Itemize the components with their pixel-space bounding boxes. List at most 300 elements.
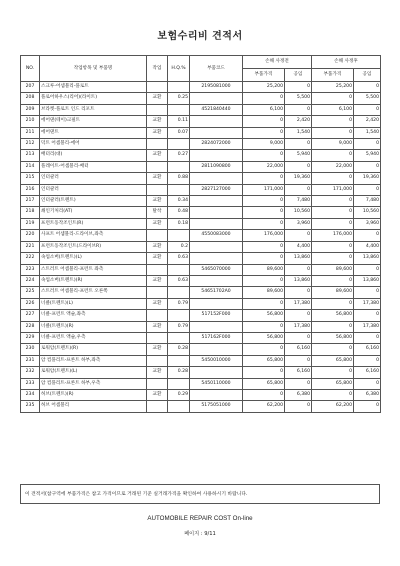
row-item-name: 너클(트렌트)(R)	[40, 321, 147, 332]
row-action: 교환	[147, 275, 168, 286]
row-action: 교환	[147, 389, 168, 400]
row-pre-part-price: 0	[243, 196, 285, 207]
table-row	[21, 275, 381, 286]
row-no: 219	[21, 218, 40, 229]
row-pre-labor: 10,560	[285, 207, 312, 218]
table-row	[21, 355, 381, 366]
table-row	[21, 378, 381, 389]
row-item-name: 배터리(대)	[40, 150, 147, 161]
row-hq: 0.88	[168, 173, 190, 184]
row-no: 211	[21, 127, 40, 138]
table-row	[21, 401, 381, 412]
row-post-part-price: 0	[312, 127, 354, 138]
row-hq	[168, 355, 190, 366]
row-pre-labor: 0	[285, 332, 312, 343]
row-no: 216	[21, 184, 40, 195]
row-part-code	[190, 367, 243, 378]
table-row	[21, 298, 381, 309]
row-item-name: 암 컴플리트-프론트 하부,우측	[40, 378, 147, 389]
row-post-labor: 0	[354, 287, 381, 298]
header-pre-assessment: 손해 사정전	[243, 56, 312, 69]
row-hq: 0.63	[168, 253, 190, 264]
row-post-labor: 2,420	[354, 116, 381, 127]
row-no: 232	[21, 367, 40, 378]
row-part-code	[190, 253, 243, 264]
table-row	[21, 127, 381, 138]
row-pre-labor: 0	[285, 355, 312, 366]
row-post-part-price: 25,200	[312, 82, 354, 93]
disclaimer-note: 이 견적서(참구역에 부품가격은 참고 가격이므로 거래된 기준 실거래가격을 확인하여 사용하시기 바랍니다.	[20, 484, 380, 504]
row-post-part-price: 62,200	[312, 401, 354, 412]
page-number: 페이지 : 9/11	[184, 531, 216, 537]
table-row	[21, 82, 381, 93]
row-action	[147, 104, 168, 115]
row-post-labor: 0	[354, 401, 381, 412]
row-post-labor: 0	[354, 378, 381, 389]
header-post-part-price: 부품가격	[312, 69, 354, 82]
row-pre-part-price: 0	[243, 116, 285, 127]
row-hq	[168, 184, 190, 195]
row-no: 225	[21, 287, 40, 298]
row-hq: 0.25	[168, 93, 190, 104]
row-pre-part-price: 0	[243, 150, 285, 161]
row-action	[147, 287, 168, 298]
header-pre-part-price: 부품가격	[243, 69, 285, 82]
row-item-name: 브라켓-플로트 인드 리포트	[40, 104, 147, 115]
row-pre-labor: 17,380	[285, 298, 312, 309]
row-action: 교환	[147, 218, 168, 229]
row-pre-labor: 19,360	[285, 173, 312, 184]
row-post-labor: 0	[354, 139, 381, 150]
row-item-name: 로워암(트렌트)(L)	[40, 367, 147, 378]
row-pre-part-price: 56,800	[243, 310, 285, 321]
table-row	[21, 218, 381, 229]
table-row	[21, 264, 381, 275]
row-pre-part-price: 176,000	[243, 230, 285, 241]
row-post-labor: 0	[354, 161, 381, 172]
row-part-code	[190, 344, 243, 355]
row-item-name: 속업소버(트렌트)(L)	[40, 253, 147, 264]
row-no: 210	[21, 116, 40, 127]
row-hq	[168, 264, 190, 275]
row-post-part-price: 0	[312, 298, 354, 309]
row-hq: 0.11	[168, 116, 190, 127]
row-post-labor: 0	[354, 82, 381, 93]
row-post-labor: 3,960	[354, 218, 381, 229]
row-pre-part-price: 65,800	[243, 378, 285, 389]
row-pre-labor: 3,960	[285, 218, 312, 229]
row-action: 교환	[147, 298, 168, 309]
row-post-part-price: 65,800	[312, 378, 354, 389]
row-no: 207	[21, 82, 40, 93]
row-item-name: 인터쿨러	[40, 173, 147, 184]
row-pre-part-price: 0	[243, 93, 285, 104]
row-part-code: 4550083000	[190, 230, 243, 241]
row-post-part-price: 0	[312, 253, 354, 264]
document-title: 보험수리비 견적서	[157, 31, 243, 42]
row-hq	[168, 378, 190, 389]
row-pre-labor: 0	[285, 82, 312, 93]
row-item-name: 스트러트 어셈블리-프런트 오른쪽	[40, 287, 147, 298]
row-hq	[168, 401, 190, 412]
row-pre-part-price: 0	[243, 218, 285, 229]
row-item-name: 인터쿨러	[40, 184, 147, 195]
row-post-part-price: 176,000	[312, 230, 354, 241]
row-pre-labor: 7,480	[285, 196, 312, 207]
row-pre-labor: 6,380	[285, 389, 312, 400]
row-action: 교환	[147, 253, 168, 264]
row-item-name: 너클(트렌트)(L)	[40, 298, 147, 309]
row-no: 230	[21, 344, 40, 355]
row-no: 215	[21, 173, 40, 184]
row-pre-part-price: 89,600	[243, 287, 285, 298]
footer-service-name: AUTOMOBILE REPAIR COST On-line	[147, 515, 253, 522]
row-post-part-price: 0	[312, 116, 354, 127]
row-post-part-price: 56,800	[312, 332, 354, 343]
row-pre-labor: 0	[285, 310, 312, 321]
row-post-labor: 0	[354, 264, 381, 275]
row-pre-labor: 0	[285, 184, 312, 195]
row-no: 212	[21, 139, 40, 150]
row-item-name: 덕트 어셈블리-에어	[40, 139, 147, 150]
row-post-part-price: 0	[312, 93, 354, 104]
row-no: 213	[21, 150, 40, 161]
row-no: 234	[21, 389, 40, 400]
row-post-labor: 5,940	[354, 150, 381, 161]
row-action	[147, 332, 168, 343]
row-item-name: 프런트동작조인트(R)	[40, 218, 147, 229]
row-post-labor: 5,500	[354, 93, 381, 104]
row-pre-labor: 5,500	[285, 93, 312, 104]
row-post-part-price: 89,600	[312, 287, 354, 298]
header-action: 작업	[147, 56, 168, 82]
row-pre-part-price: 0	[243, 344, 285, 355]
row-pre-labor: 0	[285, 139, 312, 150]
row-part-code: 54651702A0	[190, 287, 243, 298]
row-no: 231	[21, 355, 40, 366]
table-row	[21, 104, 381, 115]
row-item-name: 플레이트-어셈블리-배터	[40, 161, 147, 172]
row-post-part-price: 0	[312, 321, 354, 332]
row-post-part-price: 6,100	[312, 104, 354, 115]
row-item-name: 인터쿨러(트렌트)	[40, 196, 147, 207]
row-part-code: 517162F000	[190, 332, 243, 343]
row-post-part-price: 56,800	[312, 310, 354, 321]
row-item-name: 너클-프런트 액슬,우측	[40, 332, 147, 343]
header-pre-labor: 공임	[285, 69, 312, 82]
row-pre-labor: 17,380	[285, 321, 312, 332]
row-pre-part-price: 9,000	[243, 139, 285, 150]
row-post-labor: 0	[354, 310, 381, 321]
table-row	[21, 241, 381, 252]
row-item-name: 플로어하우스(리어)(라이트)	[40, 93, 147, 104]
row-action	[147, 378, 168, 389]
table-row	[21, 150, 381, 161]
row-post-part-price: 171,000	[312, 184, 354, 195]
row-hq	[168, 230, 190, 241]
row-pre-part-price: 0	[243, 367, 285, 378]
row-post-part-price: 89,600	[312, 264, 354, 275]
row-action: 교환	[147, 241, 168, 252]
row-post-labor: 0	[354, 184, 381, 195]
row-post-labor: 4,400	[354, 241, 381, 252]
table-row	[21, 173, 381, 184]
row-part-code: 5465070000	[190, 264, 243, 275]
row-part-code	[190, 241, 243, 252]
row-pre-part-price: 0	[243, 253, 285, 264]
row-post-part-price: 0	[312, 207, 354, 218]
row-pre-labor: 6,160	[285, 367, 312, 378]
row-item-name: 프런트동작조인트(드라이브R)	[40, 241, 147, 252]
row-part-code: 517152F000	[190, 310, 243, 321]
row-part-code	[190, 275, 243, 286]
row-hq: 0.27	[168, 150, 190, 161]
row-post-part-price: 0	[312, 275, 354, 286]
row-pre-labor: 4,400	[285, 241, 312, 252]
row-pre-labor: 13,860	[285, 253, 312, 264]
row-part-code	[190, 389, 243, 400]
row-pre-labor: 1,540	[285, 127, 312, 138]
row-part-code	[190, 207, 243, 218]
row-pre-labor: 0	[285, 378, 312, 389]
row-part-code: 2824072000	[190, 139, 243, 150]
row-action: 교환	[147, 127, 168, 138]
table-row	[21, 287, 381, 298]
table-row	[21, 367, 381, 378]
row-part-code: 2811090800	[190, 161, 243, 172]
row-item-name: 허브(트렌트)(R)	[40, 389, 147, 400]
row-item-name: 허브 어셈블리	[40, 401, 147, 412]
table-row	[21, 116, 381, 127]
row-post-part-price: 0	[312, 150, 354, 161]
row-hq: 0.34	[168, 196, 190, 207]
row-no: 217	[21, 196, 40, 207]
row-hq: 0.79	[168, 321, 190, 332]
row-pre-part-price: 65,800	[243, 355, 285, 366]
row-pre-part-price: 171,000	[243, 184, 285, 195]
row-item-name: 암 컴플리트-프론트 하부,좌측	[40, 355, 147, 366]
row-pre-part-price: 25,200	[243, 82, 285, 93]
row-no: 221	[21, 241, 40, 252]
table-row	[21, 161, 381, 172]
header-post-labor: 공임	[354, 69, 381, 82]
table-row	[21, 321, 381, 332]
row-post-labor: 0	[354, 332, 381, 343]
row-post-part-price: 9,000	[312, 139, 354, 150]
row-part-code	[190, 127, 243, 138]
table-row	[21, 253, 381, 264]
row-no: 235	[21, 401, 40, 412]
row-no: 223	[21, 264, 40, 275]
row-part-code	[190, 116, 243, 127]
row-action	[147, 401, 168, 412]
row-part-code	[190, 298, 243, 309]
row-action	[147, 161, 168, 172]
row-pre-part-price: 89,600	[243, 264, 285, 275]
row-hq	[168, 310, 190, 321]
row-pre-labor: 6,160	[285, 344, 312, 355]
table-row	[21, 184, 381, 195]
row-item-name: 에어댄(테이)크필트	[40, 116, 147, 127]
row-action	[147, 264, 168, 275]
row-post-part-price: 22,000	[312, 161, 354, 172]
row-post-labor: 19,360	[354, 173, 381, 184]
row-no: 227	[21, 310, 40, 321]
row-part-code: 4521840440	[190, 104, 243, 115]
row-post-labor: 17,380	[354, 321, 381, 332]
row-hq	[168, 139, 190, 150]
header-hq: H.Q.%	[168, 56, 190, 82]
row-hq	[168, 82, 190, 93]
row-post-part-price: 0	[312, 241, 354, 252]
row-action: 교환	[147, 196, 168, 207]
row-part-code	[190, 218, 243, 229]
row-pre-part-price: 0	[243, 298, 285, 309]
row-pre-labor: 0	[285, 104, 312, 115]
row-pre-part-price: 0	[243, 321, 285, 332]
header-work-item: 작업항목 및 부품명	[40, 56, 147, 82]
row-item-name: 쇄인기처리(AT)	[40, 207, 147, 218]
row-part-code: 5175051000	[190, 401, 243, 412]
row-pre-part-price: 22,000	[243, 161, 285, 172]
row-post-part-price: 0	[312, 173, 354, 184]
estimate-rows	[21, 82, 381, 413]
row-post-part-price: 65,800	[312, 355, 354, 366]
row-item-name: 로워암(트렌트)(R)	[40, 344, 147, 355]
row-post-labor: 7,480	[354, 196, 381, 207]
row-action: 탈착	[147, 207, 168, 218]
row-post-part-price: 0	[312, 218, 354, 229]
row-action	[147, 230, 168, 241]
row-pre-labor: 2,420	[285, 116, 312, 127]
row-no: 220	[21, 230, 40, 241]
row-no: 208	[21, 93, 40, 104]
row-hq: 0.28	[168, 344, 190, 355]
row-post-labor: 13,860	[354, 275, 381, 286]
row-item-name: 스트러트 어셈블리-프런트 좌측	[40, 264, 147, 275]
row-hq: 0.79	[168, 298, 190, 309]
row-pre-part-price: 0	[243, 207, 285, 218]
row-item-name: 너클-프런트 액슬,좌측	[40, 310, 147, 321]
row-pre-labor: 0	[285, 264, 312, 275]
row-post-labor: 1,540	[354, 127, 381, 138]
row-part-code: 5450010000	[190, 355, 243, 366]
table-row	[21, 139, 381, 150]
row-no: 209	[21, 104, 40, 115]
row-hq	[168, 332, 190, 343]
row-hq	[168, 161, 190, 172]
row-item-name: 에어댄트	[40, 127, 147, 138]
row-no: 222	[21, 253, 40, 264]
row-action	[147, 355, 168, 366]
row-post-labor: 0	[354, 104, 381, 115]
table-row	[21, 93, 381, 104]
row-post-part-price: 0	[312, 344, 354, 355]
row-pre-labor: 0	[285, 161, 312, 172]
row-action: 교환	[147, 344, 168, 355]
row-no: 229	[21, 332, 40, 343]
row-hq	[168, 287, 190, 298]
row-pre-part-price: 0	[243, 127, 285, 138]
row-post-labor: 13,860	[354, 253, 381, 264]
estimate-table	[20, 55, 381, 413]
row-pre-part-price: 0	[243, 275, 285, 286]
row-action	[147, 82, 168, 93]
row-pre-part-price: 0	[243, 241, 285, 252]
table-row	[21, 310, 381, 321]
row-part-code	[190, 321, 243, 332]
row-post-part-price: 0	[312, 196, 354, 207]
table-row	[21, 230, 381, 241]
row-action	[147, 139, 168, 150]
row-pre-labor: 5,940	[285, 150, 312, 161]
row-item-name: 속업소버(트렌트)(R)	[40, 275, 147, 286]
row-pre-labor: 0	[285, 287, 312, 298]
row-post-labor: 10,560	[354, 207, 381, 218]
row-pre-part-price: 6,100	[243, 104, 285, 115]
row-no: 233	[21, 378, 40, 389]
row-no: 226	[21, 298, 40, 309]
row-no: 228	[21, 321, 40, 332]
table-row	[21, 389, 381, 400]
row-action: 교환	[147, 93, 168, 104]
table-row	[21, 196, 381, 207]
row-part-code	[190, 173, 243, 184]
header-part-code: 부품코드	[190, 56, 243, 82]
row-post-labor: 6,160	[354, 367, 381, 378]
row-post-labor: 6,160	[354, 344, 381, 355]
row-part-code: 5450110000	[190, 378, 243, 389]
row-part-code	[190, 93, 243, 104]
table-row	[21, 332, 381, 343]
row-part-code	[190, 150, 243, 161]
row-no: 224	[21, 275, 40, 286]
header-post-assessment: 손해 사정후	[312, 56, 381, 69]
row-post-labor: 17,380	[354, 298, 381, 309]
row-no: 218	[21, 207, 40, 218]
row-pre-part-price: 0	[243, 389, 285, 400]
row-hq: 0.48	[168, 207, 190, 218]
table-row	[21, 207, 381, 218]
row-post-part-price: 0	[312, 389, 354, 400]
row-part-code: 2827127000	[190, 184, 243, 195]
row-post-labor: 0	[354, 355, 381, 366]
row-pre-part-price: 62,200	[243, 401, 285, 412]
row-post-labor: 6,380	[354, 389, 381, 400]
row-pre-labor: 0	[285, 401, 312, 412]
row-action: 교환	[147, 321, 168, 332]
row-hq	[168, 104, 190, 115]
row-hq: 0.29	[168, 389, 190, 400]
row-item-name: 스크루-어셈블리-플로트	[40, 82, 147, 93]
row-hq: 0.28	[168, 367, 190, 378]
row-hq: 0.2	[168, 241, 190, 252]
row-pre-part-price: 0	[243, 173, 285, 184]
row-action: 교환	[147, 150, 168, 161]
row-pre-part-price: 56,800	[243, 332, 285, 343]
row-item-name: 사프트 어셈블리-드라이브,좌측	[40, 230, 147, 241]
row-hq: 0.63	[168, 275, 190, 286]
row-action: 교환	[147, 173, 168, 184]
table-row	[21, 344, 381, 355]
row-action	[147, 310, 168, 321]
row-action	[147, 184, 168, 195]
row-action: 교환	[147, 367, 168, 378]
row-hq: 0.18	[168, 218, 190, 229]
row-pre-labor: 13,860	[285, 275, 312, 286]
row-part-code	[190, 196, 243, 207]
row-pre-labor: 0	[285, 230, 312, 241]
